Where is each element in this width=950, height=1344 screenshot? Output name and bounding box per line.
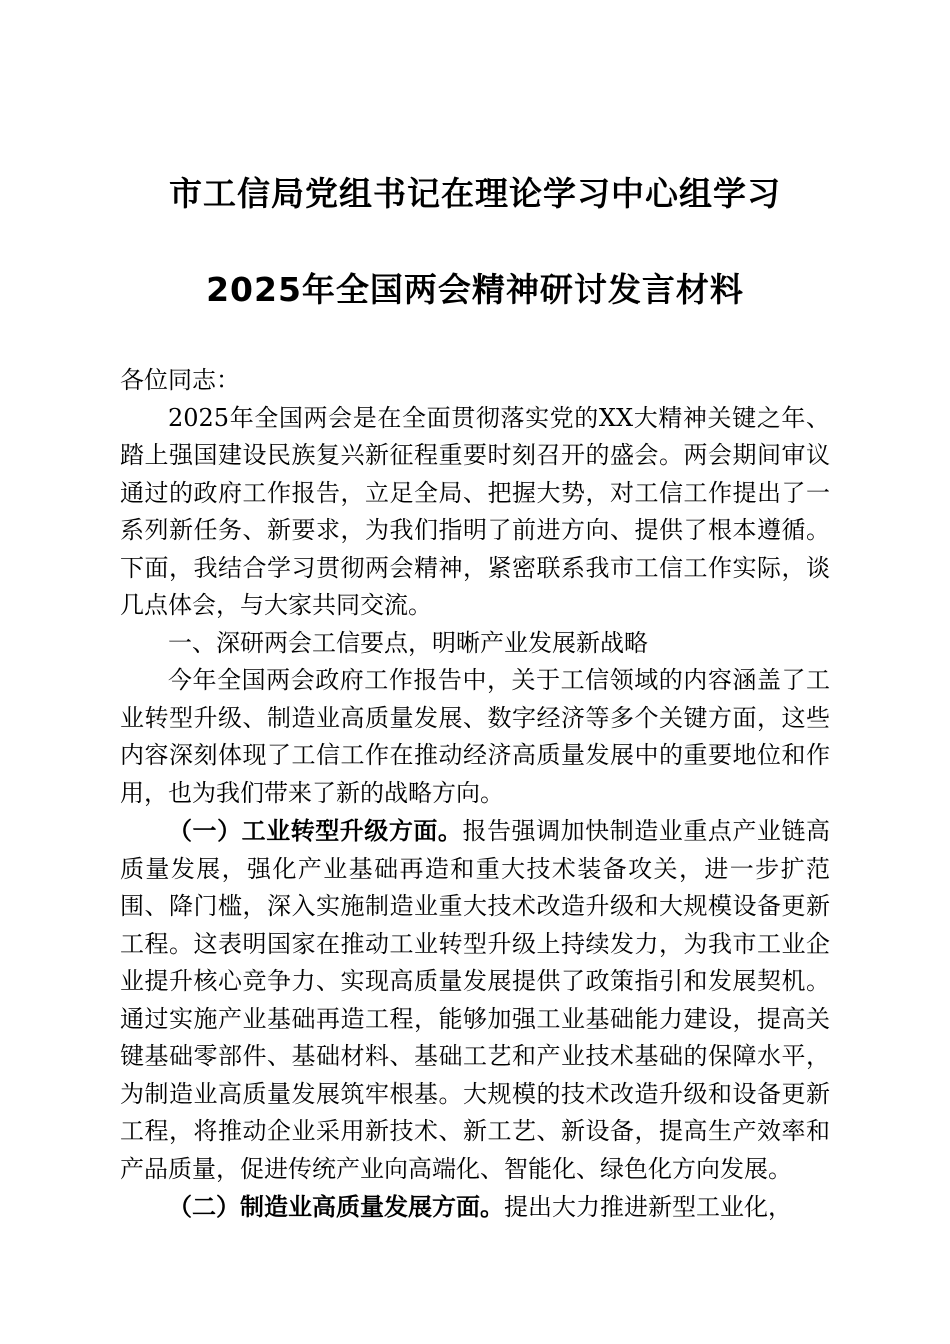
section-heading-1: 一、深研两会工信要点，明晰产业发展新战略	[168, 628, 648, 657]
document-body	[120, 362, 830, 1227]
paragraph-subsection-2	[120, 1188, 830, 1227]
subsection-1-lead: （一）工业转型升级方面。	[168, 816, 463, 845]
subsection-1-text: 报告强调加快制造业重点产业链高质量发展，强化产业基础再造和重大技术装备攻关，进一步扩范围、降门槛，深入实施制造业重大技术改造升级和大规模设备更新工程。这表明国家在推动工业转型升级上持续发力，为我市工业企业提升核心竞争力、实现高质量发展提供了政策指引和发展契机。通过实施产业基础再造工程，能够加强工业基础能力建设，提高关键基础零部件、基础材料、基础工艺和产业技术基础的保障水平，为制造业高质量发展筑牢根基。大规模的技术改造升级和设备更新工程，将推动企业采用新技术、新工艺、新设备，提高生产效率和产品质量，促进传统产业向高端化、智能化、绿色化方向发展。	[120, 817, 831, 1183]
paragraph-overview: 今年全国两会政府工作报告中，关于工信领域的内容涵盖了工业转型升级、制造业高质量发展、数字经济等多个关键方面，这些内容深刻体现了工信工作在推动经济高质量发展中的重要地位和作用，也为我们带来了新的战略方向。	[120, 666, 830, 807]
subsection-2-lead: （二）制造业高质量发展方面。	[168, 1192, 504, 1221]
paragraph-intro: 2025年全国两会是在全面贯彻落实党的XX大精神关键之年、踏上强国建设民族复兴新征程重要时刻召开的盛会。两会期间审议通过的政府工作报告，立足全局、把握大势，对工信工作提出了一系列新任务、新要求，为我们指明了前进方向、提供了根本遵循。下面，我结合学习贯彻两会精神，紧密联系我市工信工作实际，谈几点体会，与大家共同交流。	[120, 403, 830, 619]
subsection-2-text: 提出大力推进新型工业化，	[504, 1193, 792, 1221]
document-title-line-2: 2025年全国两会精神研讨发言材料	[206, 270, 744, 309]
salutation: 各位同志：	[120, 366, 240, 394]
document-title-line-1: 市工信局党组书记在理论学习中心组学习	[169, 174, 781, 213]
paragraph-subsection-1	[120, 812, 830, 1188]
